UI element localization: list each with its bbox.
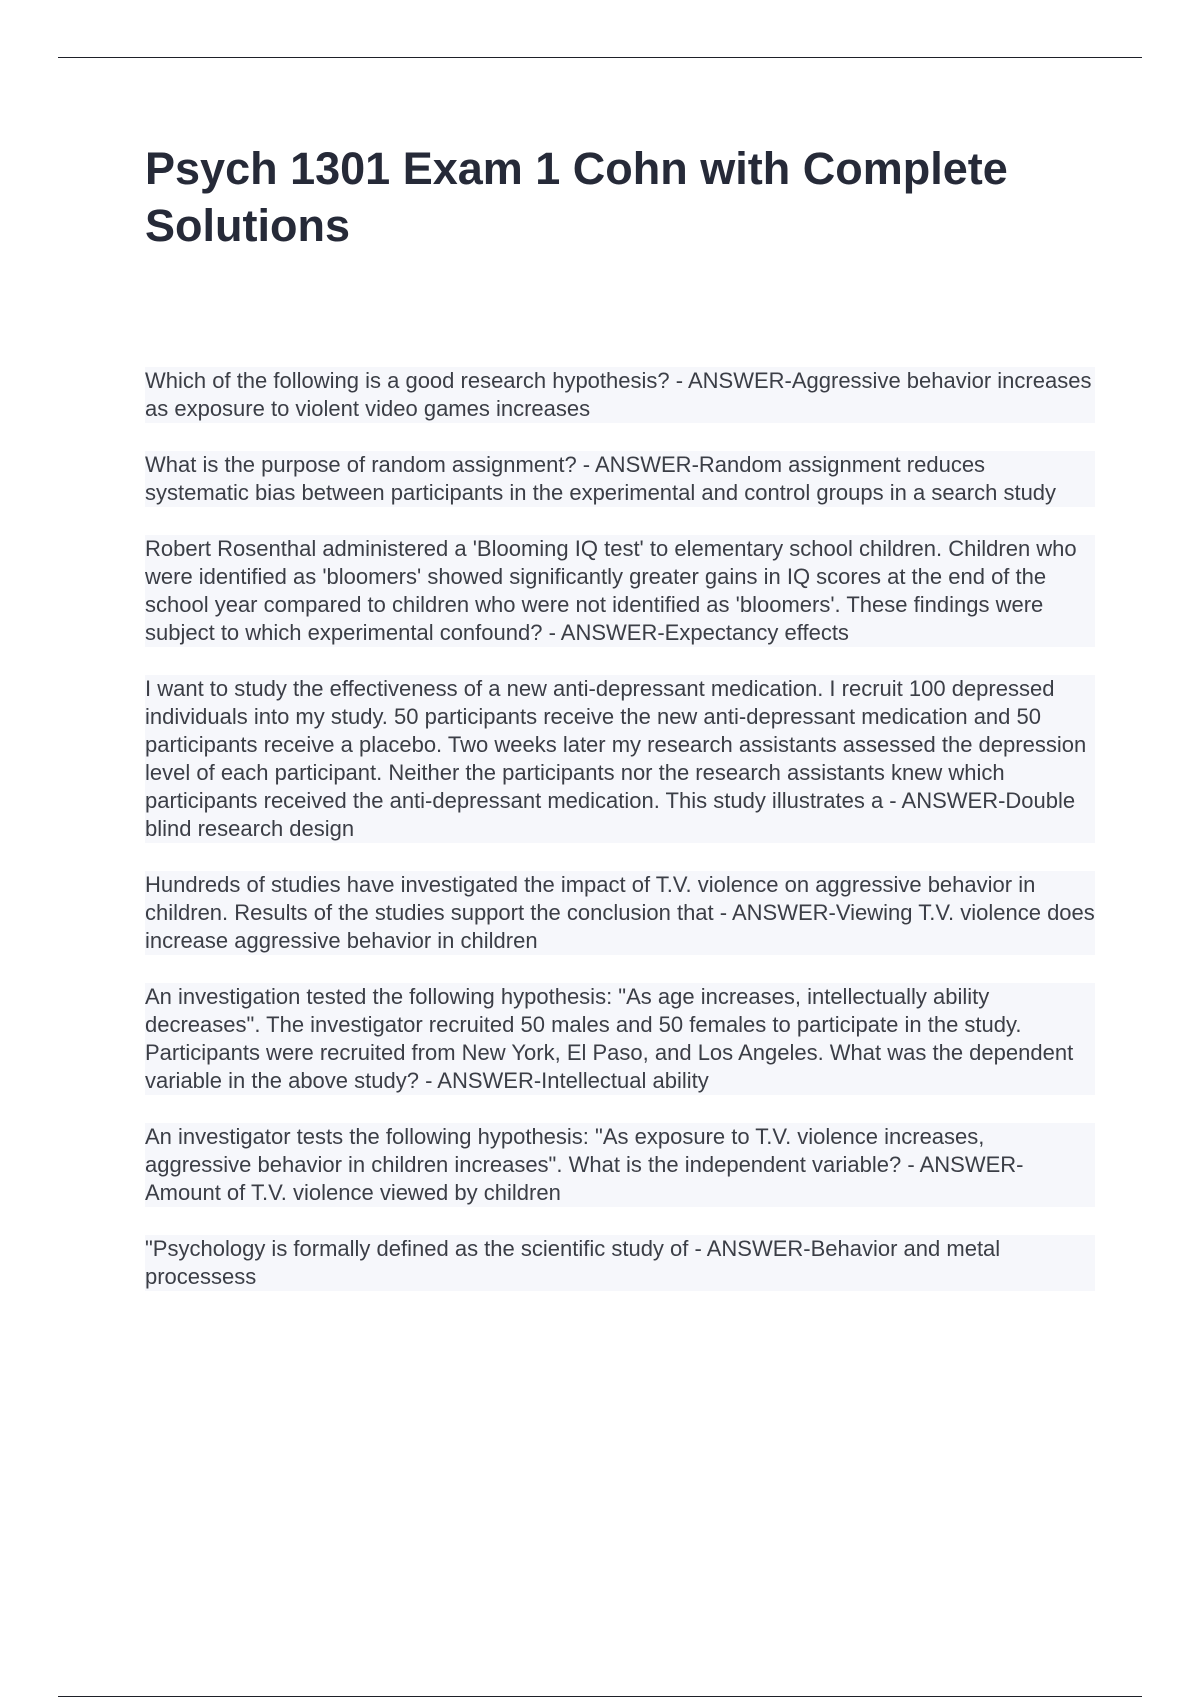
qa-item: I want to study the effectiveness of a new anti-depressant medication. I recruit 100 depressed individuals into my study. 50 participants receive the new anti-depressant medication and 50 participants receive a placebo. Two weeks later my research assistants assessed the depression level of each participant. Neither the participants nor the research assistants knew which participants received the anti-depressant medication. This study illustrates a - ANSWER-Double blind research design [145,675,1095,843]
qa-list [145,367,1095,1319]
qa-item: Which of the following is a good research hypothesis? - ANSWER-Aggressive behavior increases as exposure to violent video games increases [145,367,1095,423]
document-title: Psych 1301 Exam 1 Cohn with Complete Solutions [145,143,1008,251]
qa-item: Hundreds of studies have investigated the impact of T.V. violence on aggressive behavior in children. Results of the studies support the conclusion that - ANSWER-Viewing T.V. violence does increase aggressive behavior in children [145,872,1095,953]
qa-item: "Psychology is formally defined as the scientific study of - ANSWER-Behavior and metal processess [145,1235,1095,1291]
bottom-rule [58,1696,1142,1697]
qa-item: Robert Rosenthal administered a 'Blooming IQ test' to elementary school children. Children who were identified as 'bloomers' showed significantly greater gains in IQ scores at the end of the school year compared to children who were not identified as 'bloomers'. These findings were subject to which experimental confound? - ANSWER-Expectancy effects [145,535,1095,647]
top-rule [58,57,1142,58]
qa-item: What is the purpose of random assignment? - ANSWER-Random assignment reduces systematic bias between participants in the experimental and control groups in a search study [145,451,1095,507]
qa-item: An investigation tested the following hypothesis: "As age increases, intellectually ability decreases". The investigator recruited 50 males and 50 females to participate in the study. Participants were recruited from New York, El Paso, and Los Angeles. What was the dependent variable in the above study? - ANSWER-Intellectual ability [145,983,1095,1095]
qa-item: An investigator tests the following hypothesis: "As exposure to T.V. violence increases, aggressive behavior in children increases". What is the independent variable? - ANSWER-Amount of T.V. violence viewed by children [145,1123,1095,1207]
